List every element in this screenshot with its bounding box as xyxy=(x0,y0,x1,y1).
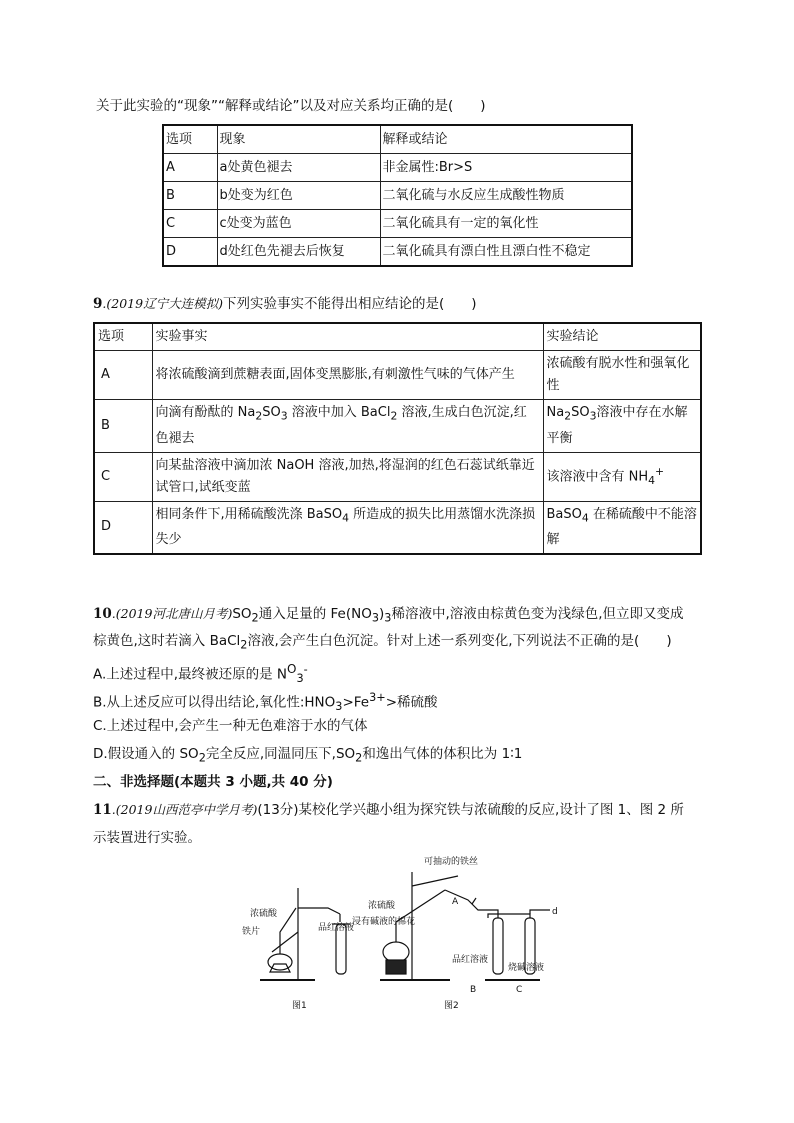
table-row xyxy=(163,238,632,267)
label-naoh-solution: 烧碱溶液 xyxy=(508,963,545,973)
table-row xyxy=(94,400,701,453)
subscript: 4 xyxy=(342,511,350,525)
text-segment: BaSO xyxy=(546,506,582,522)
text-segment: 向滴有酚酞的 Na xyxy=(155,405,256,420)
label-point-a: A xyxy=(452,897,459,907)
header-cell: 选项 xyxy=(163,125,217,154)
table-row xyxy=(163,154,632,182)
header-cell: 现象 xyxy=(217,125,380,154)
conclusion-cell xyxy=(543,452,701,501)
option-cell: B xyxy=(94,400,152,453)
q10-option-c: C.上述过程中,会产生一种无色难溶于水的气体 xyxy=(93,718,368,734)
phenomenon-cell: d处红色先褪去后恢复 xyxy=(217,238,380,267)
q8-stem: 关于此实验的“现象”“解释或结论”以及对应关系均正确的是( ) xyxy=(96,98,486,114)
subscript: 2 xyxy=(355,751,363,765)
text-segment: B.从上述反应可以得出结论,氧化性:HNO xyxy=(93,694,336,711)
conclusion-cell: 二氧化硫具有漂白性且漂白性不稳定 xyxy=(380,238,632,267)
question-number: 10 xyxy=(93,606,112,622)
subscript: 4 xyxy=(581,511,589,525)
label-conc-sulfuric-acid-2: 浓硫酸 xyxy=(368,901,396,911)
text-segment: 溶液,会产生白色沉淀。针对上述一系列变化,下列说法不正确的是( ) xyxy=(247,633,672,649)
text-segment: >Fe xyxy=(342,694,370,711)
label-point-c: C xyxy=(516,985,523,995)
text-segment: H xyxy=(638,469,649,485)
text-segment: 在稀硫酸中不能溶解 xyxy=(546,506,697,548)
text-segment: 完全反应,同温同压下,SO xyxy=(205,746,356,762)
conclusion-cell: 非金属性:Br>S xyxy=(380,154,632,182)
superscript: O xyxy=(286,661,297,676)
header-cell: 选项 xyxy=(94,323,152,351)
subscript: 2 xyxy=(390,409,398,423)
subscript: 2 xyxy=(240,638,248,652)
q11-stem-line2: 示装置进行实验。 xyxy=(93,830,201,846)
question-source: .(2019辽宁大连模拟) xyxy=(102,296,223,311)
option-cell: D xyxy=(163,238,217,267)
subscript: 2 xyxy=(198,751,206,765)
superscript: + xyxy=(655,465,665,479)
table-row xyxy=(94,501,701,554)
option-cell: D xyxy=(94,501,152,554)
superscript: 3+ xyxy=(369,691,386,704)
question-number: 11 xyxy=(93,802,112,818)
figure1-apparatus xyxy=(260,888,350,980)
label-point-d: d xyxy=(552,907,558,917)
subscript: 3 xyxy=(371,611,380,625)
question-text: 下列实验事实不能得出相应结论的是( ) xyxy=(222,296,477,312)
text-segment: 和逸出气体的体积比为 1∶1 xyxy=(362,746,523,762)
fact-cell xyxy=(152,501,543,554)
text-segment: SO xyxy=(262,405,281,420)
phenomenon-cell: c处变为蓝色 xyxy=(217,210,380,238)
text-segment: 溶液中加入 BaCl xyxy=(287,405,391,420)
header-cell: 实验事实 xyxy=(152,323,543,351)
text-segment: 稀溶液中,溶液由棕黄色变为浅绿色,但立即又变成 xyxy=(391,606,684,622)
conclusion-cell: 二氧化硫具有一定的氧化性 xyxy=(380,210,632,238)
caption-figure1: 图1 xyxy=(292,1001,307,1011)
text-segment: A.上述过程中,最终被还原的是 N xyxy=(93,666,287,683)
question-number: 9 xyxy=(93,296,103,312)
label-conc-sulfuric-acid-1: 浓硫酸 xyxy=(250,909,278,919)
apparatus-diagram xyxy=(240,852,560,1012)
subscript: 2 xyxy=(255,409,263,423)
text-segment: 溶液中存在水解平衡 xyxy=(546,405,688,446)
label-magenta-solution-2: 品红溶液 xyxy=(452,955,489,965)
superscript: - xyxy=(303,663,308,676)
q9-table xyxy=(93,322,702,555)
fact-cell: 将浓硫酸滴到蔗糖表面,固体变黑膨胀,有刺激性气味的气体产生 xyxy=(152,351,543,400)
option-cell: C xyxy=(94,452,152,501)
text-segment: Na xyxy=(546,405,565,420)
question-text: (13分)某校化学兴趣小组为探究铁与浓硫酸的反应,设计了图 1、图 2 所 xyxy=(257,802,684,818)
table-header-row xyxy=(163,125,632,154)
table-header-row xyxy=(94,323,701,351)
table-row xyxy=(163,210,632,238)
section-heading: 二、非选择题(本题共 3 小题,共 40 分) xyxy=(93,774,333,790)
text-segment: 溶液,生成白色沉淀,红色褪去 xyxy=(155,405,527,446)
label-point-b: B xyxy=(470,985,477,995)
text-segment: 棕黄色,这时若滴入 BaCl xyxy=(93,633,241,649)
q10-option-b xyxy=(93,688,438,717)
header-cell: 解释或结论 xyxy=(380,125,632,154)
text-segment: ) xyxy=(379,606,385,622)
text-segment: 相同条件下,用稀硫酸洗涤 BaSO xyxy=(155,506,343,522)
text-segment: 该溶液中含有 N xyxy=(546,469,639,485)
conclusion-cell: 浓硫酸有脱水性和强氧化性 xyxy=(543,351,701,400)
subscript: 3 xyxy=(589,409,597,423)
label-iron-sheet: 铁片 xyxy=(242,927,261,937)
option-cell: C xyxy=(163,210,217,238)
q10-stem-line2 xyxy=(93,631,672,656)
conclusion-cell: 二氧化硫与水反应生成酸性物质 xyxy=(380,182,632,210)
phenomenon-cell: b处变为红色 xyxy=(217,182,380,210)
conclusion-cell xyxy=(543,400,701,453)
header-cell: 实验结论 xyxy=(543,323,701,351)
subscript: 2 xyxy=(251,611,259,625)
q10-option-d xyxy=(93,744,522,769)
q11-stem-line1 xyxy=(93,800,684,820)
option-cell: A xyxy=(94,351,152,400)
q10-stem-line1 xyxy=(93,604,684,629)
subscript: 3 xyxy=(280,409,288,423)
label-alkali-cotton: 浸有碱液的棉花 xyxy=(352,917,416,927)
table-row xyxy=(94,351,701,400)
conclusion-cell xyxy=(543,501,701,554)
text-segment: SO xyxy=(232,606,252,622)
subscript: 4 xyxy=(648,474,656,488)
text-segment: >稀硫酸 xyxy=(385,694,438,711)
table-row xyxy=(163,182,632,210)
q10-option-a xyxy=(93,660,308,689)
question-source: .(2019河北唐山月考) xyxy=(111,606,233,621)
subscript: 3 xyxy=(296,672,304,686)
table-row xyxy=(94,452,701,501)
q8-table xyxy=(162,124,633,267)
fact-cell xyxy=(152,400,543,453)
subscript: 3 xyxy=(335,700,343,714)
option-cell: A xyxy=(163,154,217,182)
text-segment: 通入足量的 Fe(NO xyxy=(258,606,372,622)
text-segment: SO xyxy=(571,405,590,420)
text-segment: D.假设通入的 SO xyxy=(93,746,199,762)
label-magenta-solution-1: 品红溶液 xyxy=(318,923,355,933)
phenomenon-cell: a处黄色褪去 xyxy=(217,154,380,182)
fact-cell: 向某盐溶液中滴加浓 NaOH 溶液,加热,将湿润的红色石蕊试纸靠近试管口,试纸变蓝 xyxy=(152,452,543,501)
subscript: 2 xyxy=(564,409,572,423)
text-segment: 所造成的损失比用蒸馏水洗涤损失少 xyxy=(155,506,536,548)
option-cell: B xyxy=(163,182,217,210)
subscript: 3 xyxy=(384,611,392,625)
label-movable-iron-wire: 可抽动的铁丝 xyxy=(424,857,479,867)
q9-stem xyxy=(93,294,477,314)
caption-figure2: 图2 xyxy=(444,1001,459,1011)
question-source: .(2019山西范亭中学月考) xyxy=(111,802,258,817)
